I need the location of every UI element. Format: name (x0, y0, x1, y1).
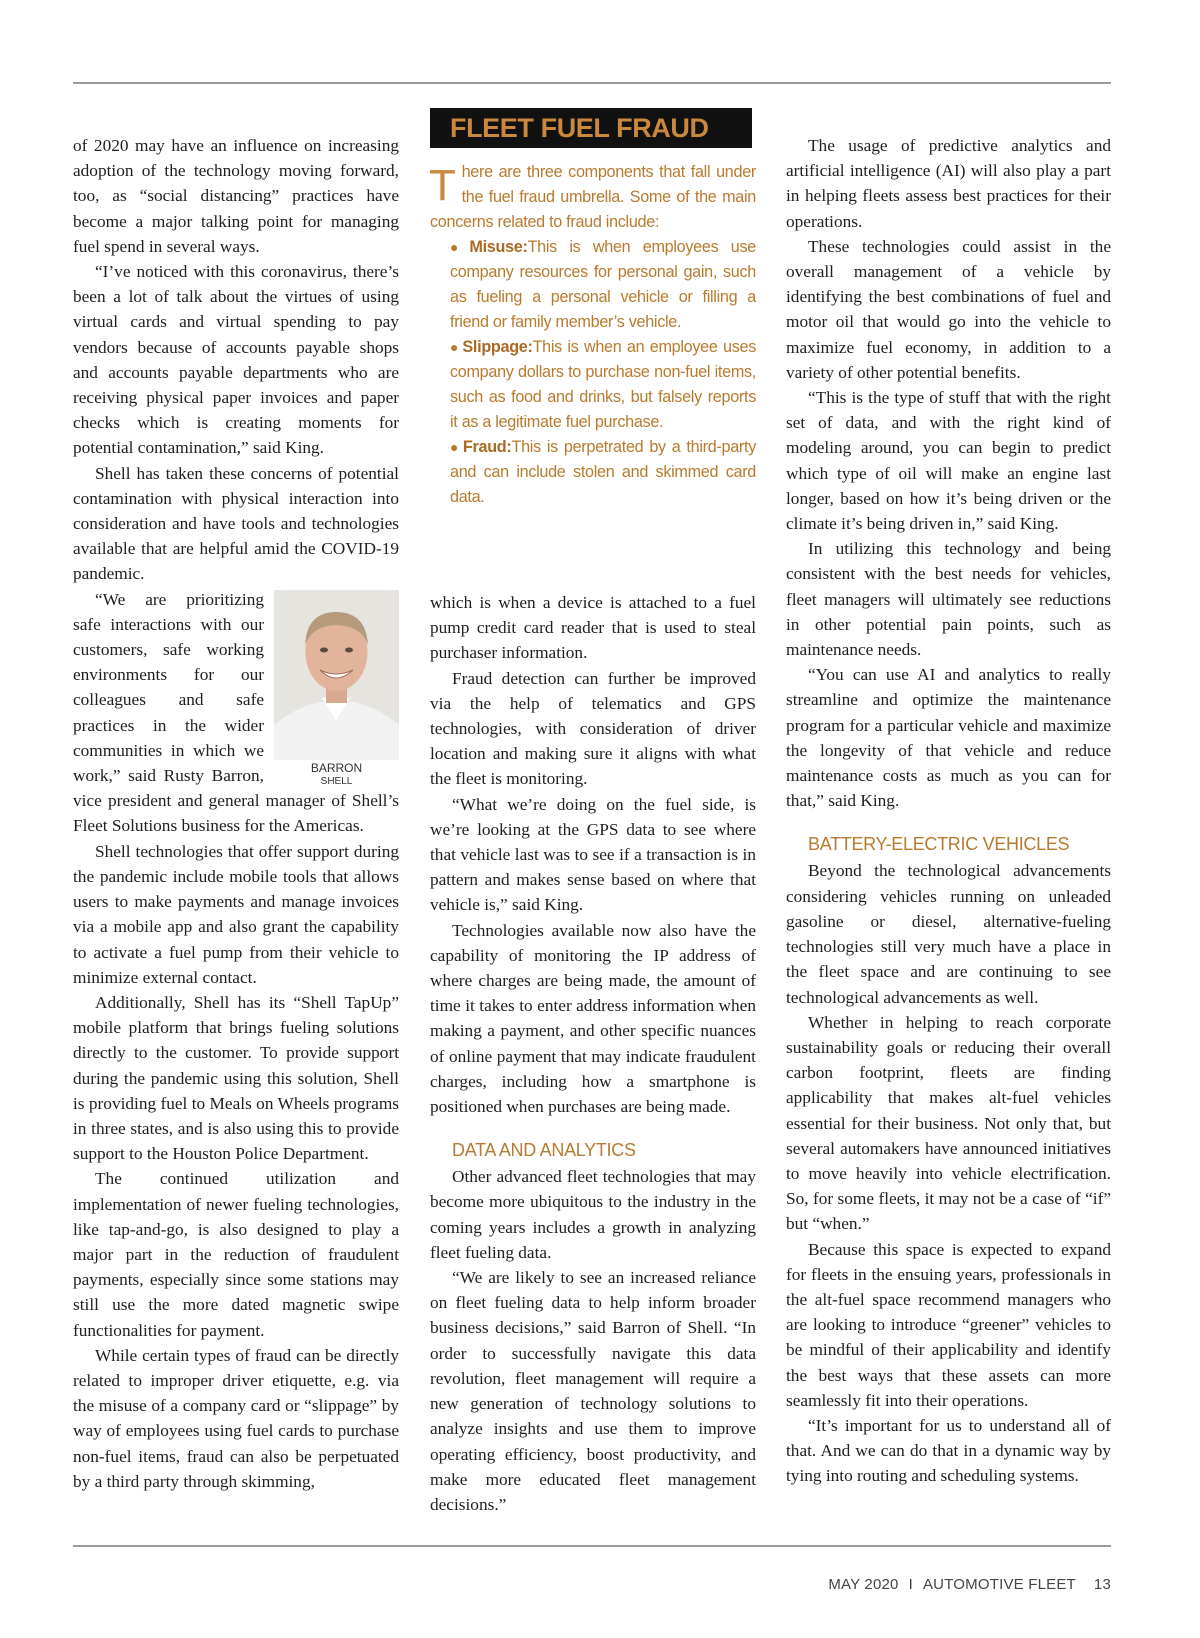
paragraph: In utilizing this technology and being consistent with the best needs for vehicles, fleet managers will ultimately see reductions in other potential pain points, such as maintenance needs. (786, 539, 1111, 660)
sidebar-intro (430, 160, 756, 235)
paragraph: These technologies could assist in the overall management of a vehicle by identifying the best combinations of fuel and motor oil that would go into the vehicle to maximize fuel economy, in addition to a variety of other potential benefits. (786, 236, 1111, 382)
photo-caption-name: BARRON (310, 760, 363, 775)
footer-publication: AUTOMOTIVE FLEET (922, 1576, 1076, 1593)
list-item (450, 435, 756, 510)
page-footer (828, 1576, 1111, 1593)
paragraph: “What we’re doing on the fuel side, is we’re looking at the GPS data to see where that vehicle last was to see if a transaction is in pattern and makes sense based on where that vehicle is,” said King. (430, 794, 756, 915)
fraud-types-list (450, 235, 756, 510)
list-item-text: This is when an employee uses company dollars to purchase non-fuel items, such as food and drinks, but falsely reports it as a legitimate fuel purchase. (450, 338, 756, 431)
footer-date: MAY 2020 (828, 1576, 899, 1593)
section-heading: DATA AND ANALYTICS (452, 1140, 636, 1161)
paragraph: While certain types of fraud can be directly related to improper driver etiquette, e.g. via the misuse of a company card or “slippage” by way of employees using fuel cards to purchase non-fuel items, fraud can also be perpetuated by a third party through skimming, (73, 1345, 399, 1491)
photo-caption-company: SHELL (320, 775, 353, 787)
sidebar-intro-text: here are three components that fall under the fuel fraud umbrella. Some of the main concerns related to fraud include: (430, 163, 756, 231)
article-column-2 (430, 590, 756, 1517)
list-item-text: This is perpetrated by a third-party and can include stolen and skimmed card data. (450, 438, 756, 506)
headshot-figure (274, 590, 399, 787)
paragraph: which is when a device is attached to a fuel pump credit card reader that is used to steal purchaser information. (430, 593, 756, 663)
paragraph: Fraud detection can further be improved via the help of telematics and GPS technologies, with consideration of driver location and making sure it aligns with what the fleet is monitoring. (430, 668, 756, 789)
paragraph: Additionally, Shell has its “Shell TapUp” mobile platform that brings fueling solutions directly to the customer. To provide support during the pandemic using this solution, Shell is providing fuel to Meals on Wheels programs in three states, and is also using this to provide support to the Houston Police Department. (73, 992, 399, 1164)
paragraph: Because this space is expected to expand for fleets in the ensuing years, professionals in the alt-fuel space recommend managers who are looking to introduce “greener” vehicles to be mindful of their applicability and identify the best ways that these assets can more seamlessly fit into their operations. (786, 1239, 1111, 1410)
paragraph: “We are prioritizing safe interactions with our customers, safe working environments for our colleagues and safe practices in the wider communities in which we work,” said Rusty Barron, vice president and general manager of Shell’s Fleet Solutions business for the Americas. (73, 589, 399, 836)
paragraph: Beyond the technological advancements considering vehicles running on unleaded gasoline or diesel, alternative-fueling technologies still very much have a place in the fleet space and are continuing to see technological advancements as well. (786, 861, 1111, 1007)
list-item-text: This is when employees use company resources for personal gain, such as fueling a personal vehicle or filling a friend or family member’s vehicle. (450, 238, 757, 331)
fraud-sidebar (430, 108, 756, 510)
paragraph: Technologies available now also have the capability of monitoring the IP address of where charges are being made, the amount of time it takes to enter address information when making a payment, and other specific nuances of online payment that may indicate fraudulent charges, including how a smartphone is positioned when purchases are being made. (430, 920, 756, 1117)
paragraph: “You can use AI and analytics to really streamline and optimize the maintenance program for a particular vehicle and maximize the longevity of that vehicle and reduce maintenance costs as much as you can for that,” said King. (786, 665, 1111, 811)
bullet-icon: ● (450, 339, 460, 355)
paragraph: “I’ve noticed with this coronavirus, there’s been a lot of talk about the virtues of using virtual cards and virtual spending to pay vendors because of accounts payable shops and accounts payable departments who are receiving physical paper invoices and paper checks which is creating moments for potential contamination,” said King. (73, 262, 399, 458)
paragraph: The continued utilization and implementation of newer fueling technologies, like tap-and-go, is also designed to play a major part in the reduction of fraudulent payments, especially since some stations may still use the more dated magnetic swipe functionalities for payment. (73, 1169, 399, 1340)
section-heading: BATTERY-ELECTRIC VEHICLES (808, 834, 1070, 855)
drop-cap: T (429, 161, 456, 210)
paragraph: The usage of predictive analytics and artificial intelligence (AI) will also play a part in helping fleets assess best practices for their operations. (786, 136, 1111, 231)
paragraph: “We are likely to see an increased reliance on fleet fueling data to help inform broader business decisions,” said Barron of Shell. “In order to successfully navigate this data revolution, fleet management will require a new generation of technology solutions to analyze insights and use them to improve operating efficiency, boost productivity, and make more educated fleet management decisions.” (430, 1268, 756, 1514)
paragraph: “It’s important for us to understand all of that. And we can do that in a dynamic way by tying into routing and scheduling systems. (786, 1415, 1111, 1486)
article-column-3 (786, 133, 1111, 1489)
bullet-icon: ● (450, 439, 460, 455)
paragraph: Whether in helping to reach corporate sustainability goals or reducing their overall carbon footprint, fleets are finding applicability that makes alt-fuel vehicles essential for their business. Not only that, but several automakers have announced initiatives to move heavily into vehicle electrification. So, for some fleets, it may not be a case of “if” but “when.” (786, 1012, 1111, 1234)
footer-separator: I (908, 1576, 913, 1593)
bullet-icon: ● (450, 239, 467, 255)
paragraph: Shell has taken these concerns of potential contamination with physical interaction into consideration and have tools and technologies available that are helpful amid the COVID-19 pandemic. (73, 463, 399, 584)
sidebar-title: FLEET FUEL FRAUD (430, 108, 752, 148)
list-item (450, 335, 756, 435)
bottom-rule (73, 1545, 1111, 1547)
list-item-term: Slippage: (462, 338, 533, 356)
paragraph: “This is the type of stuff that with the right set of data, and with the right kind of modeling around, you can begin to predict which type of oil will make an engine last longer, based on how it’s being driven or the climate it’s being driven in,” said King. (786, 388, 1111, 534)
paragraph: of 2020 may have an influence on increasing adoption of the technology moving forward, too, as “social distancing” practices have become a major talking point for managing fuel spend in several ways. (73, 136, 399, 256)
page-number: 13 (1093, 1576, 1111, 1593)
top-rule (73, 82, 1111, 84)
photo-caption (274, 762, 399, 788)
paragraph: Shell technologies that offer support during the pandemic include mobile tools that allows users to make payments and manage invoices via a mobile app and also grant the capability to activate a fuel pump from their vehicle to minimize external contact. (73, 841, 399, 987)
list-item-term: Fraud: (462, 438, 512, 456)
paragraph: Other advanced fleet technologies that may become more ubiquitous to the industry in the coming years includes a growth in analyzing fleet fueling data. (430, 1167, 756, 1262)
headshot-photo (274, 590, 399, 760)
list-item-term: Misuse: (469, 238, 528, 256)
article-column-1 (73, 133, 399, 1494)
list-item (450, 235, 756, 335)
